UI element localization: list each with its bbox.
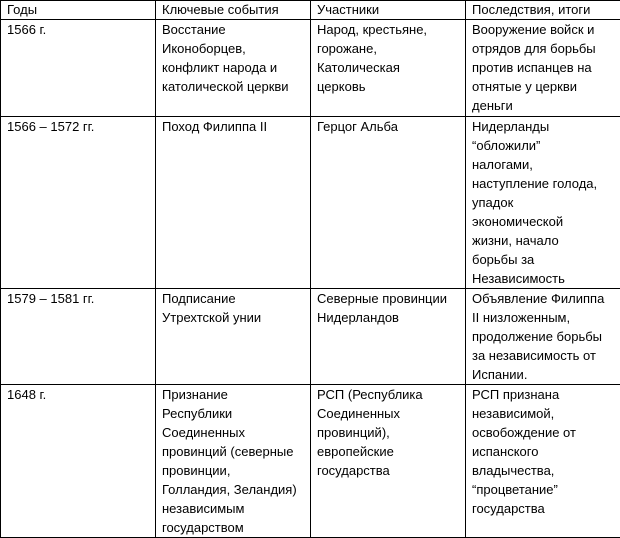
table-row — [1, 20, 620, 117]
cell-event: Поход Филиппа II — [156, 117, 311, 289]
cell-year: 1648 г. — [1, 385, 156, 538]
cell-event: Подписание Утрехтской унии — [156, 289, 311, 385]
cell-result: Нидерланды “обложили” налогами, наступление голода, упадок экономической жизни, начало борьбы за Независимость — [466, 117, 620, 289]
table-row — [1, 385, 620, 538]
header-years: Годы — [1, 1, 156, 20]
cell-participants: Герцог Альба — [311, 117, 466, 289]
cell-result: Объявление Филиппа II низложенным, продолжение борьбы за независимость от Испании. — [466, 289, 620, 385]
cell-result: РСП признана независимой, освобождение от испанского владычества, “процветание” государства — [466, 385, 620, 538]
header-results: Последствия, итоги — [466, 1, 620, 20]
cell-event: Признание Республики Соединенных провинций (северные провинции, Голландия, Зеландия) независимым государством — [156, 385, 311, 538]
table-row — [1, 289, 620, 385]
cell-participants: Северные провинции Нидерландов — [311, 289, 466, 385]
cell-event: Восстание Иконоборцев, конфликт народа и католической церкви — [156, 20, 311, 117]
cell-participants: Народ, крестьяне, горожане, Католическая церковь — [311, 20, 466, 117]
header-row — [1, 1, 620, 20]
cell-year: 1566 – 1572 гг. — [1, 117, 156, 289]
cell-year: 1579 – 1581 гг. — [1, 289, 156, 385]
header-participants: Участники — [311, 1, 466, 20]
cell-participants: РСП (Республика Соединенных провинций), европейские государства — [311, 385, 466, 538]
cell-year: 1566 г. — [1, 20, 156, 117]
cell-result: Вооружение войск и отрядов для борьбы против испанцев на отнятые у церкви деньги — [466, 20, 620, 117]
header-key-events: Ключевые события — [156, 1, 311, 20]
table-row — [1, 117, 620, 289]
